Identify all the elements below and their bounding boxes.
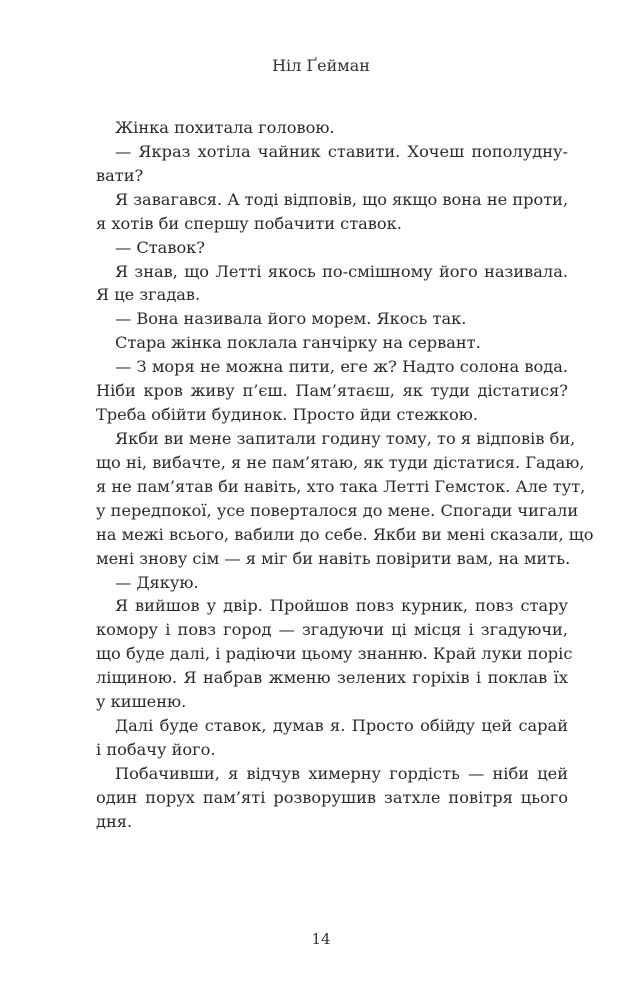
paragraph: [96, 355, 568, 427]
paragraph: [96, 140, 568, 188]
paragraph: [96, 260, 568, 308]
text-line: — Ставок?: [115, 237, 205, 257]
text-line: Ніби кров живу п’єш. Пам’ятаєш, як туди дістатися?: [96, 381, 568, 401]
paragraph: [96, 594, 573, 714]
text-line: Треба обійти будинок. Просто йди стежкою.: [96, 405, 479, 425]
text-line: у передпокої, усе поверталося до мене. Спогади чигали: [96, 500, 579, 520]
text-line: Жінка похитала головою.: [115, 118, 335, 137]
paragraph: [96, 571, 568, 595]
paragraph: [96, 331, 568, 355]
text-line: — Вона називала його морем. Якось так.: [115, 309, 467, 329]
text-line: — Дякую.: [115, 572, 199, 592]
paragraph: [96, 116, 568, 140]
paragraph: [96, 714, 568, 762]
text-line: вати?: [96, 165, 144, 185]
paragraph: [96, 307, 568, 331]
paragraph: [96, 762, 568, 834]
text-line: Стара жінка поклала ганчірку на сервант.: [115, 333, 481, 353]
text-line: у кишеню.: [96, 692, 187, 712]
page-body: [96, 116, 594, 834]
text-line: на межі всього, вабили до себе. Якби ви мені сказали, що: [96, 524, 594, 544]
page-number: 14: [311, 930, 331, 948]
text-line: ліщиною. Я набрав жменю зелених горіхів і поклав їх: [96, 668, 568, 688]
text-line: — З моря не можна пити, еге ж? Надто солона вода.: [115, 357, 568, 377]
text-line: Я знав, що Летті якось по-смішному його називала.: [115, 261, 568, 281]
text-line: Побачивши, я відчув химерну гордість — ніби цей: [115, 763, 568, 783]
paragraph: [96, 188, 568, 236]
text-line: комору і повз город — згадуючи ці місця і згадуючи,: [96, 620, 568, 640]
text-line: що ні, вибачте, я не пам’ятаю, як туди дістатися. Гадаю,: [96, 452, 585, 472]
text-line: я хотів би спершу побачити ставок.: [96, 213, 402, 233]
text-line: Я це згадав.: [96, 285, 201, 305]
paragraph: [96, 427, 594, 571]
text-line: дня.: [96, 811, 133, 831]
paragraph: [96, 236, 568, 260]
text-line: мені знову сім — я міг би навіть повірити вам, на мить.: [96, 548, 571, 568]
text-line: Якби ви мене запитали годину тому, то я відповів би,: [115, 428, 576, 448]
text-line: — Якраз хотіла чайник ставити. Хочеш пополудну-: [115, 141, 568, 161]
text-line: Я вийшов у двір. Пройшов повз курник, повз стару: [115, 596, 568, 616]
text-line: я не пам’ятав би навіть, хто така Летті Гемсток. Але тут,: [96, 476, 586, 496]
text-line: Я завагався. А тоді відповів, що якщо вона не проти,: [115, 189, 569, 209]
text-line: що буде далі, і радіючи цьому знанню. Край луки поріс: [96, 644, 573, 664]
text-line: один порух пам’яті розворушив затхле повітря цього: [96, 787, 568, 807]
running-header: Ніл Ґейман: [272, 56, 370, 75]
text-line: і побачу його.: [96, 739, 216, 759]
text-line: Далі буде ставок, думав я. Просто обійду цей сарай: [115, 716, 568, 736]
